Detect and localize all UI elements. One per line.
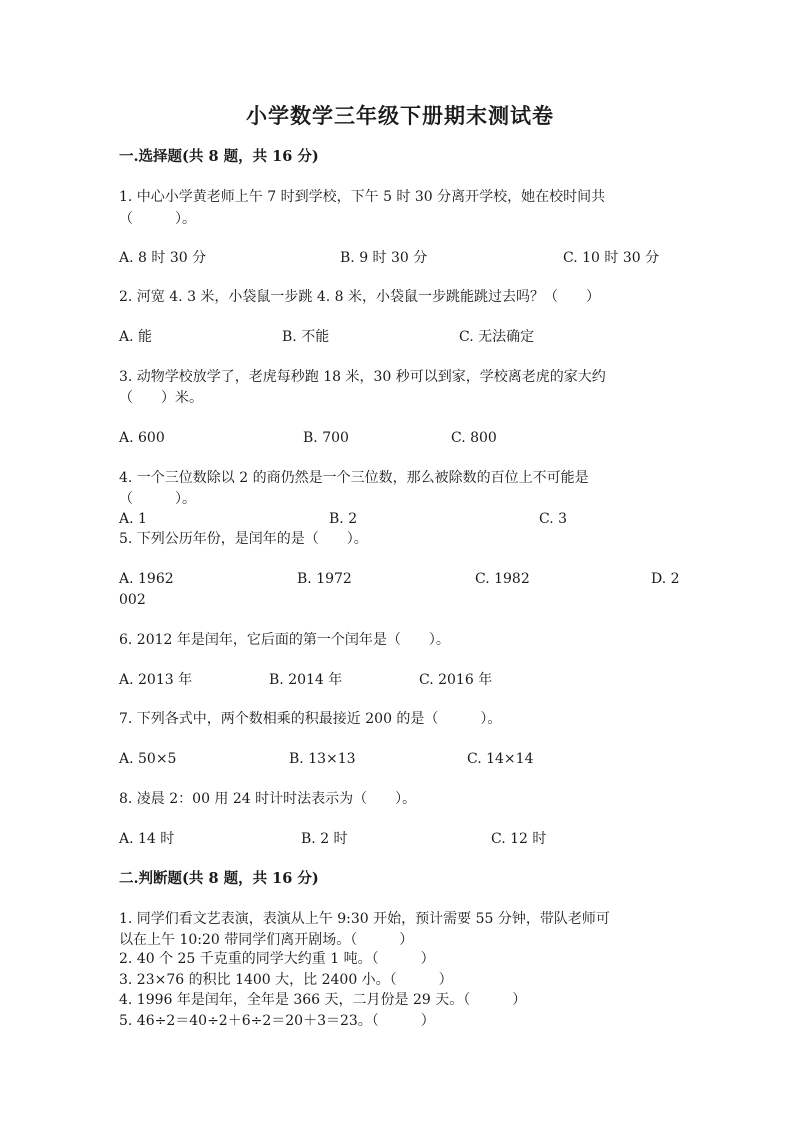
judgment-line: 4. 1996 年是闰年，全年是 366 天，二月份是 29 天。（ ） [119,992,527,1008]
question-3-option-c: C. 800 [451,430,497,446]
question-8-option-a: A. 14 时 [119,831,175,847]
page-title: 小学数学三年级下册期末测试卷 [246,103,554,128]
judgment-line: 2. 40 个 25 千克重的同学大约重 1 吨。（ ） [119,951,435,967]
question-1-option-c: C. 10 时 30 分 [563,250,660,266]
question-4-option-b: B. 2 [329,511,358,527]
question-3-option-a: A. 600 [119,430,165,446]
question-1-option-b: B. 9 时 30 分 [340,250,428,266]
question-8-option-b: B. 2 时 [301,831,348,847]
question-1-option-a: A. 8 时 30 分 [119,250,207,266]
question-5-option-b: B. 1972 [297,571,352,587]
question-6-option-a: A. 2013 年 [119,672,193,688]
question-7-line-1: 7. 下列各式中，两个数相乘的积最接近 200 的是（ ）。 [119,711,502,727]
question-6-line-1: 6. 2012 年是闰年，它后面的第一个闰年是（ ）。 [119,632,450,648]
question-6-option-c: C. 2016 年 [419,672,493,688]
question-3-option-b: B. 700 [303,430,349,446]
section-heading-judgment: 二.判断题(共 8 题，共 16 分) [119,870,319,887]
question-8-line-1: 8. 凌晨 2：00 用 24 时计时法表示为（ ）。 [119,791,417,807]
question-3-line-1: 3. 动物学校放学了，老虎每秒跑 18 米，30 秒可以到家，学校离老虎的家大约 [119,369,606,385]
section-heading-choice: 一.选择题(共 8 题，共 16 分) [119,148,319,165]
question-7-option-c: C. 14×14 [467,751,534,767]
judgment-line: 3. 23×76 的积比 1400 大，比 2400 小。（ ） [119,972,453,988]
question-8-option-c: C. 12 时 [491,831,547,847]
question-7-option-a: A. 50×5 [119,751,177,767]
judgment-line: 1. 同学们看文艺表演，表演从上午 9:30 开始，预计需要 55 分钟，带队老师可 [119,911,610,927]
question-2-line-1: 2. 河宽 4. 3 米，小袋鼠一步跳 4. 8 米，小袋鼠一步跳能跳过去吗？（ ） [119,289,601,305]
question-4-option-c: C. 3 [539,511,568,527]
question-1-line-1: 1. 中心小学黄老师上午 7 时到学校，下午 5 时 30 分离开学校，她在校时间共 [119,189,606,205]
question-6-option-b: B. 2014 年 [269,672,343,688]
question-5-option-d: D. 2 [651,571,680,587]
question-3-line-2: （ ）米。 [119,390,203,406]
question-4-line-2: （ ）。 [119,491,196,507]
question-4-option-a: A. 1 [119,511,147,527]
question-5-option-c: C. 1982 [475,571,530,587]
question-4-line-1: 4. 一个三位数除以 2 的商仍然是一个三位数，那么被除数的百位上不可能是 [119,470,589,486]
question-5-option-d-wrap: 002 [119,592,146,608]
question-2-option-b: B. 不能 [282,329,330,345]
question-5-option-a: A. 1962 [119,571,174,587]
question-2-option-c: C. 无法确定 [459,329,535,345]
question-5-line-1: 5. 下列公历年份，是闰年的是（ ）。 [119,531,368,547]
judgment-line: 以在上午 10:20 带同学们离开剧场。（ ） [119,932,414,948]
question-1-line-2: （ ）。 [119,211,196,227]
question-2-option-a: A. 能 [119,329,153,345]
question-7-option-b: B. 13×13 [289,751,356,767]
judgment-line: 5. 46÷2＝40÷2＋6÷2＝20＋3＝23。（ ） [119,1013,435,1029]
